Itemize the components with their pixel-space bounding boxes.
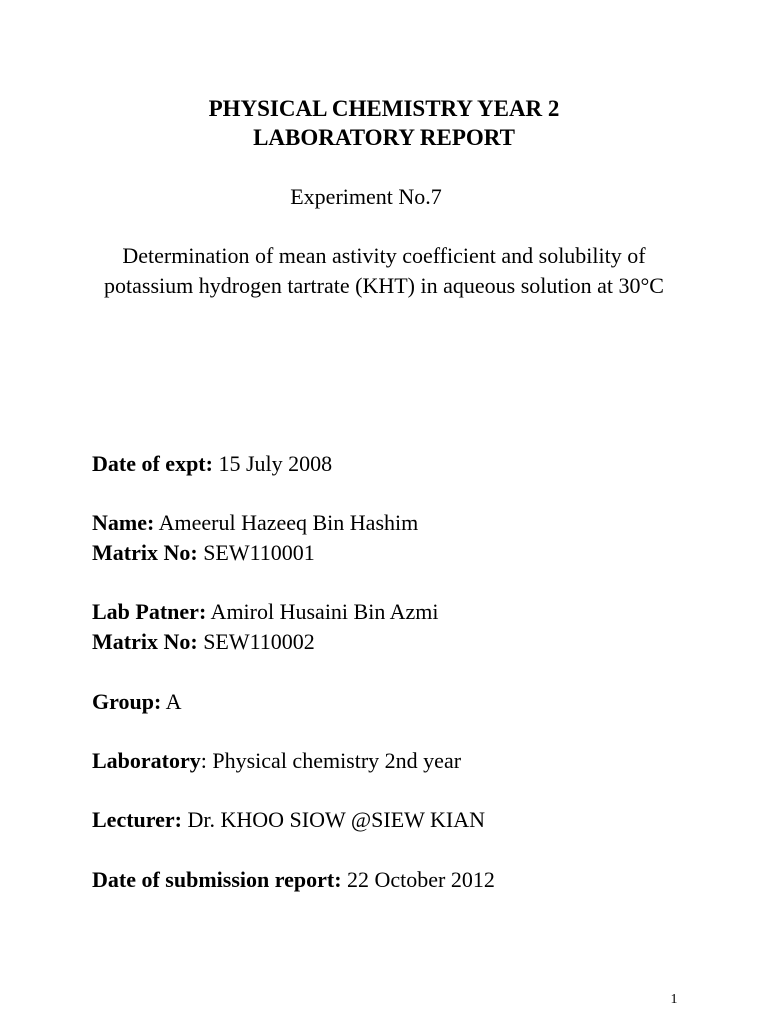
laboratory-field xyxy=(92,747,461,775)
group-field xyxy=(92,688,181,716)
submission-date-field xyxy=(92,866,495,894)
lecturer-label: Lecturer: xyxy=(92,807,182,832)
experiment-number: Experiment No.7 xyxy=(290,184,442,209)
name-value: Ameerul Hazeeq Bin Hashim xyxy=(154,510,419,535)
lecturer-value: Dr. KHOO SIOW @SIEW KIAN xyxy=(182,807,485,832)
laboratory-value: : Physical chemistry 2nd year xyxy=(200,748,462,773)
name-label: Name: xyxy=(92,510,155,535)
date-of-expt-value: 15 July 2008 xyxy=(212,451,333,476)
experiment-description: Determination of mean astivity coefficient and solubility of potassium hydrogen tartrate (KHT) in aqueous solution at 30°C xyxy=(104,243,664,298)
date-of-expt-field xyxy=(92,450,332,478)
lab-partner-field xyxy=(92,598,439,626)
matrix-no-value: SEW110001 xyxy=(197,540,315,565)
partner-matrix-no-label: Matrix No: xyxy=(92,629,198,654)
matrix-no-field xyxy=(92,539,315,567)
lecturer-field xyxy=(92,806,485,834)
laboratory-label: Laboratory xyxy=(92,748,201,773)
date-of-expt-label: Date of expt: xyxy=(92,451,213,476)
page-number: 1 xyxy=(670,992,678,1007)
matrix-no-label: Matrix No: xyxy=(92,540,198,565)
lab-partner-label: Lab Patner: xyxy=(92,599,207,624)
partner-matrix-no-value: SEW110002 xyxy=(197,629,315,654)
submission-date-value: 22 October 2012 xyxy=(341,867,495,892)
name-field xyxy=(92,509,418,537)
report-title-line1: PHYSICAL CHEMISTRY YEAR 2 xyxy=(208,96,560,121)
partner-matrix-no-field xyxy=(92,628,315,656)
lab-partner-value: Amirol Husaini Bin Azmi xyxy=(206,599,439,624)
submission-date-label: Date of submission report: xyxy=(92,867,342,892)
report-title-line2: LABORATORY REPORT xyxy=(253,125,515,150)
group-value: A xyxy=(161,689,182,714)
group-label: Group: xyxy=(92,689,162,714)
